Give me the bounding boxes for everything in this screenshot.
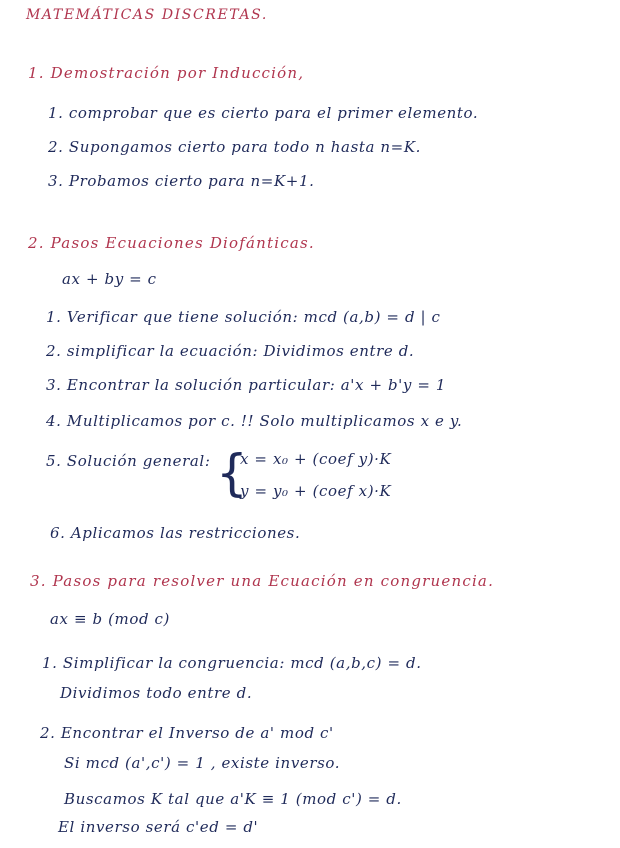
section-3-step-1: 1. Simplificar la congruencia: mcd (a,b,c) = d. bbox=[42, 654, 422, 672]
section-1-step-1: 1. comprobar que es cierto para el primer elemento. bbox=[48, 104, 479, 122]
page-title: MATEMÁTICAS DISCRETAS. bbox=[26, 7, 268, 23]
curly-brace: { bbox=[216, 444, 248, 502]
section-2-step-5: 5. Solución general: bbox=[46, 452, 211, 470]
section-2-step-1: 1. Verificar que tiene solución: mcd (a,b) = d | c bbox=[46, 308, 441, 326]
section-3-step-2-result: El inverso será c'ed = d' bbox=[58, 818, 259, 836]
section-3-step-2-cond: Si mcd (a',c') = 1 , existe inverso. bbox=[64, 754, 341, 772]
section-2-step-4: 4. Multiplicamos por c. !! Solo multiplicamos x e y. bbox=[46, 412, 463, 430]
section-2-heading: 2. Pasos Ecuaciones Diofánticas. bbox=[28, 234, 315, 252]
general-solution-x: x = x₀ + (coef y)·K bbox=[240, 450, 392, 468]
section-1-heading: 1. Demostración por Inducción, bbox=[28, 64, 305, 82]
section-3-step-2: 2. Encontrar el Inverso de a' mod c' bbox=[40, 724, 334, 742]
general-solution-y: y = y₀ + (coef x)·K bbox=[240, 482, 392, 500]
section-2-equation: ax + by = c bbox=[62, 270, 157, 288]
section-3-equation: ax ≡ b (mod c) bbox=[50, 610, 171, 628]
section-3-heading: 3. Pasos para resolver una Ecuación en congruencia. bbox=[30, 572, 495, 590]
section-2-step-3: 3. Encontrar la solución particular: a'x + b'y = 1 bbox=[46, 376, 447, 394]
section-3-step-1-cont: Dividimos todo entre d. bbox=[60, 684, 253, 702]
section-3-step-2-search: Buscamos K tal que a'K ≡ 1 (mod c') = d. bbox=[64, 790, 402, 808]
section-2-step-6: 6. Aplicamos las restricciones. bbox=[50, 524, 301, 542]
section-1-step-2: 2. Supongamos cierto para todo n hasta n=K. bbox=[48, 138, 422, 156]
section-1-step-3: 3. Probamos cierto para n=K+1. bbox=[48, 172, 315, 190]
section-2-step-2: 2. simplificar la ecuación: Dividimos entre d. bbox=[46, 342, 415, 360]
